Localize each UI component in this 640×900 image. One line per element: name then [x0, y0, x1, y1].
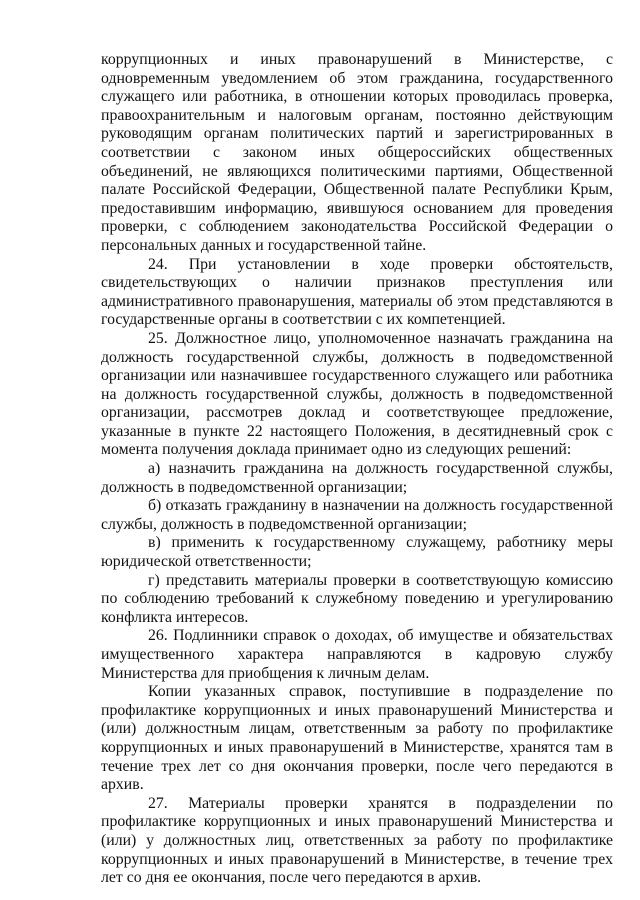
paragraph-25: 25. Должностное лицо, уполномоченное назначать гражданина на должность государственной службы, должность в подведомственной организации или назначившее государственного служащего или работника на должность государственной службы, должность в подведомственной организации, рассмотрев доклад и соответствующее предложение, указанные в пункте 22 настоящего Положения, в десятидневный срок с момента получения доклада принимает одно из следующих решений:	[101, 329, 613, 459]
list-item-v: в) применить к государственному служащему, работнику меры юридической ответственности;	[101, 534, 613, 571]
list-item-b: б) отказать гражданину в назначении на должность государственной службы, должность в подведомственной организации;	[101, 497, 613, 533]
paragraph-continuation: коррупционных и иных правонарушений в Министерстве, с одновременным уведомлением об этом гражданина, государственного служащего или работника, в отношении которых проводилась проверка, правоохранительным и налоговым органам, постоянно действующим руководящим органам политических партий и зарегистрированных в соответствии с законом иных общероссийских общественных объединений, не являющихся политическими партиями, Общественной палате Российской Федерации, Общественной палате Республики Крым, предоставившим информацию, явившуюся основанием для проведения проверки, с соблюдением законодательства Российской Федерации о персональных данных и государственной тайне.	[101, 51, 613, 254]
list-item-a: а) назначить гражданина на должность государственной службы, должность в подведомственной организации;	[101, 460, 613, 496]
document-body	[101, 51, 613, 888]
paragraph-26-copies: Копии указанных справок, поступившие в подразделение по профилактике коррупционных и иных правонарушений Министерства и (или) должностным лицам, ответственным за работу по профилактике коррупционных и иных правонарушений в Министерстве, хранятся там в течение трех лет со дня окончания проверки, после чего передаются в архив.	[101, 683, 613, 794]
paragraph-26: 26. Подлинники справок о доходах, об имуществе и обязательствах имущественного характера направляются в кадровую службу Министерства для приобщения к личным делам.	[101, 627, 613, 682]
paragraph-27: 27. Материалы проверки хранятся в подразделении по профилактике коррупционных и иных правонарушений Министерства и (или) у должностных лиц, ответственных за работу по профилактике коррупционных и иных правонарушений в Министерстве, в течение трех лет со дня ее окончания, после чего передаются в архив.	[101, 794, 613, 887]
list-item-g: г) представить материалы проверки в соответствующую комиссию по соблюдению требований к служебному поведению и урегулированию конфликта интересов.	[101, 571, 613, 626]
paragraph-24: 24. При установлении в ходе проверки обстоятельств, свидетельствующих о наличии признаков преступления или административного правонарушения, материалы об этом представляются в государственные органы в соответствии с их компетенцией.	[101, 255, 613, 329]
